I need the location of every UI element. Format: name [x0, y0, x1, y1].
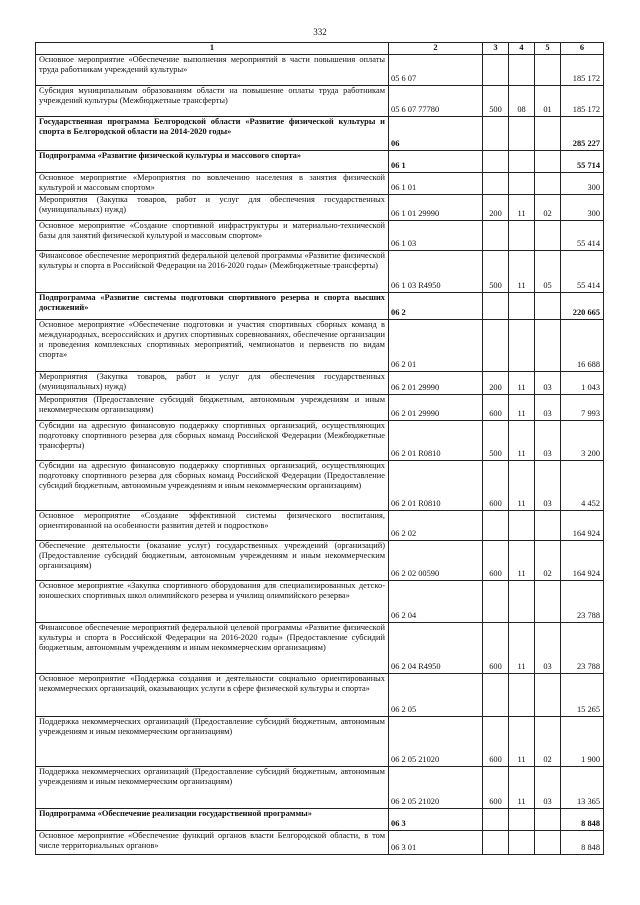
row-name: Основное мероприятие «Создание эффективной системы физического воспитания, ориентированной на особенности развития детей и подростков» [36, 511, 389, 541]
row-name: Поддержка некоммерческих организаций (Предоставление субсидий бюджетным, автономным учреждениям и иным некоммерческим организациям) [36, 717, 389, 767]
row-amount: 185 172 [561, 55, 604, 86]
row-amount: 55 414 [561, 221, 604, 251]
row-section: 11 [509, 717, 535, 767]
row-code: 06 1 01 29990 [389, 195, 483, 221]
table-row [36, 461, 604, 511]
table-row [36, 320, 604, 372]
row-amount: 164 924 [561, 541, 604, 581]
row-section [509, 151, 535, 173]
row-name: Поддержка некоммерческих организаций (Предоставление субсидий бюджетным, автономным учреждениям и иным некоммерческим организациям) [36, 767, 389, 809]
row-code: 06 2 04 R4950 [389, 623, 483, 674]
row-expense-type: 600 [483, 623, 509, 674]
row-section [509, 320, 535, 372]
column-header: 4 [509, 43, 535, 55]
row-name: Подпрограмма «Развитие системы подготовки спортивного резерва и спорта высших достижений» [36, 293, 389, 320]
row-section: 08 [509, 86, 535, 117]
row-name: Мероприятия (Предоставление субсидий бюджетным, автономным учреждениям и иным некоммерческим организациям) [36, 395, 389, 421]
row-code: 06 2 01 29990 [389, 372, 483, 395]
row-subsection [535, 173, 561, 195]
row-code: 06 2 01 R0810 [389, 461, 483, 511]
row-amount: 3 200 [561, 421, 604, 461]
row-name: Основное мероприятие «Закупка спортивного оборудования для специализированных детско-юношеских спортивных школ олимпийского резерва и училищ олимпийского резерва» [36, 581, 389, 623]
row-amount: 15 265 [561, 674, 604, 717]
column-header: 6 [561, 43, 604, 55]
table-row [36, 581, 604, 623]
row-expense-type: 200 [483, 195, 509, 221]
table-row [36, 86, 604, 117]
column-header: 5 [535, 43, 561, 55]
row-expense-type [483, 293, 509, 320]
row-amount: 23 788 [561, 623, 604, 674]
row-code: 06 2 01 R0810 [389, 421, 483, 461]
row-subsection: 02 [535, 717, 561, 767]
row-name: Основное мероприятие «Поддержка создания и деятельности социально ориентированных некоммерческих организаций, оказывающих услуги в сфере физической культуры и спорта» [36, 674, 389, 717]
row-name: Субсидии на адресную финансовую поддержку спортивных организаций, осуществляющих подготовку спортивного резерва для сборных команд Российской Федерации (Межбюджетные трансферты) [36, 421, 389, 461]
row-subsection [535, 293, 561, 320]
row-name: Основное мероприятие «Обеспечение подготовки и участия спортивных сборных команд в международных, всероссийских и других спортивных соревнованиях, обеспечение организации и проведения комплексных спортивных мероприятий, чемпионатов и первенств по видам спорта» [36, 320, 389, 372]
row-expense-type [483, 674, 509, 717]
row-expense-type [483, 151, 509, 173]
row-subsection [535, 221, 561, 251]
row-section: 11 [509, 395, 535, 421]
row-name: Субсидии на адресную финансовую поддержку спортивных организаций, осуществляющих подготовку спортивного резерва для сборных команд Российской Федерации (Предоставление субсидий бюджетным, автономным учреждениям и иным некоммерческим организациям) [36, 461, 389, 511]
row-code: 06 1 01 [389, 173, 483, 195]
row-code: 06 2 [389, 293, 483, 320]
row-section: 11 [509, 541, 535, 581]
row-code: 06 3 01 [389, 831, 483, 855]
column-header: 2 [389, 43, 483, 55]
row-expense-type: 600 [483, 541, 509, 581]
row-section [509, 674, 535, 717]
row-subsection [535, 511, 561, 541]
row-section [509, 511, 535, 541]
budget-table [35, 42, 604, 855]
table-row [36, 293, 604, 320]
table-row [36, 511, 604, 541]
row-expense-type [483, 320, 509, 372]
row-subsection: 03 [535, 623, 561, 674]
row-section: 11 [509, 767, 535, 809]
row-name: Субсидия муниципальным образованиям области на повышение оплаты труда работникам учреждений культуры (Межбюджетные трансферты) [36, 86, 389, 117]
row-subsection: 03 [535, 372, 561, 395]
row-expense-type: 200 [483, 372, 509, 395]
row-subsection: 03 [535, 461, 561, 511]
row-section: 11 [509, 623, 535, 674]
row-section [509, 809, 535, 831]
row-subsection: 02 [535, 541, 561, 581]
row-section [509, 55, 535, 86]
row-section: 11 [509, 251, 535, 293]
row-amount: 55 714 [561, 151, 604, 173]
row-expense-type: 500 [483, 251, 509, 293]
row-expense-type [483, 173, 509, 195]
column-header: 3 [483, 43, 509, 55]
row-name: Основное мероприятие «Обеспечение выполнения мероприятий в части повышения оплаты труда работникам учреждений культуры» [36, 55, 389, 86]
table-row [36, 717, 604, 767]
table-body [36, 43, 604, 855]
page-number: 332 [313, 27, 327, 37]
row-subsection [535, 151, 561, 173]
row-code: 06 2 05 21020 [389, 767, 483, 809]
row-subsection [535, 831, 561, 855]
row-code: 06 2 05 21020 [389, 717, 483, 767]
row-code: 06 2 05 [389, 674, 483, 717]
row-section [509, 173, 535, 195]
row-amount: 55 414 [561, 251, 604, 293]
row-section: 11 [509, 372, 535, 395]
table-row [36, 117, 604, 151]
row-expense-type: 600 [483, 767, 509, 809]
row-code: 06 2 01 29990 [389, 395, 483, 421]
table-header-row [36, 43, 604, 55]
table-row [36, 674, 604, 717]
table-row [36, 221, 604, 251]
row-section: 11 [509, 195, 535, 221]
row-section [509, 293, 535, 320]
row-amount: 300 [561, 173, 604, 195]
row-expense-type [483, 221, 509, 251]
table-row [36, 372, 604, 395]
row-name: Обеспечение деятельности (оказание услуг) государственных учреждений (организаций) (Предоставление субсидий бюджетным, автономным учреждениям и иным некоммерческим организациям) [36, 541, 389, 581]
row-subsection: 03 [535, 421, 561, 461]
row-amount: 7 993 [561, 395, 604, 421]
table-row [36, 55, 604, 86]
row-expense-type [483, 511, 509, 541]
row-amount: 1 043 [561, 372, 604, 395]
row-expense-type [483, 581, 509, 623]
row-code: 06 1 03 R4950 [389, 251, 483, 293]
row-name: Основное мероприятие «Создание спортивной инфраструктуры и материально-технической базы для занятий физической культурой и массовым спортом» [36, 221, 389, 251]
row-name: Основное мероприятие «Обеспечение функций органов власти Белгородской области, в том числе территориальных органов» [36, 831, 389, 855]
row-code: 06 2 04 [389, 581, 483, 623]
table-row [36, 831, 604, 855]
table-row [36, 421, 604, 461]
row-expense-type: 600 [483, 461, 509, 511]
row-subsection [535, 581, 561, 623]
row-section [509, 581, 535, 623]
row-expense-type: 600 [483, 395, 509, 421]
row-name: Финансовое обеспечение мероприятий федеральной целевой программы «Развитие физической культуры и спорта в Российской Федерации на 2016-2020 годы» (Предоставление субсидий бюджетным, автономным учреждениям и иным некоммерческим организациям) [36, 623, 389, 674]
row-expense-type [483, 55, 509, 86]
row-code: 06 1 [389, 151, 483, 173]
table-row [36, 151, 604, 173]
row-subsection [535, 674, 561, 717]
row-section: 11 [509, 421, 535, 461]
row-name: Основное мероприятие «Мероприятия по вовлечению населения в занятия физической культурой и массовым спортом» [36, 173, 389, 195]
table-row [36, 395, 604, 421]
row-subsection [535, 117, 561, 151]
row-code: 06 2 02 [389, 511, 483, 541]
row-subsection [535, 55, 561, 86]
row-section: 11 [509, 461, 535, 511]
row-subsection: 03 [535, 395, 561, 421]
row-name: Подпрограмма «Обеспечение реализации государственной программы» [36, 809, 389, 831]
row-subsection [535, 809, 561, 831]
row-subsection: 05 [535, 251, 561, 293]
row-name: Мероприятия (Закупка товаров, работ и услуг для обеспечения государственных (муниципальных) нужд) [36, 195, 389, 221]
row-expense-type: 500 [483, 86, 509, 117]
row-expense-type [483, 117, 509, 151]
row-section [509, 221, 535, 251]
row-name: Государственная программа Белгородской области «Развитие физической культуры и спорта в Белгородской области на 2014-2020 годы» [36, 117, 389, 151]
row-amount: 220 665 [561, 293, 604, 320]
row-amount: 16 688 [561, 320, 604, 372]
row-code: 06 2 02 00590 [389, 541, 483, 581]
row-name: Подпрограмма «Развитие физической культуры и массового спорта» [36, 151, 389, 173]
row-name: Финансовое обеспечение мероприятий федеральной целевой программы «Развитие физической культуры и спорта в Российской Федерации на 2016-2020 годы» (Межбюджетные трансферты) [36, 251, 389, 293]
row-code: 06 2 01 [389, 320, 483, 372]
column-header: 1 [36, 43, 389, 55]
row-amount: 1 900 [561, 717, 604, 767]
row-name: Мероприятия (Закупка товаров, работ и услуг для обеспечения государственных (муниципальных) нужд) [36, 372, 389, 395]
row-code: 05 6 07 [389, 55, 483, 86]
row-expense-type [483, 809, 509, 831]
row-code: 06 [389, 117, 483, 151]
row-subsection [535, 320, 561, 372]
row-amount: 23 788 [561, 581, 604, 623]
row-amount: 185 172 [561, 86, 604, 117]
row-expense-type [483, 831, 509, 855]
row-amount: 8 848 [561, 809, 604, 831]
table-row [36, 623, 604, 674]
table-row [36, 767, 604, 809]
row-expense-type: 500 [483, 421, 509, 461]
row-code: 06 3 [389, 809, 483, 831]
row-subsection: 01 [535, 86, 561, 117]
row-expense-type: 600 [483, 717, 509, 767]
table-row [36, 195, 604, 221]
row-amount: 13 365 [561, 767, 604, 809]
row-amount: 285 227 [561, 117, 604, 151]
table-row [36, 173, 604, 195]
table-row [36, 809, 604, 831]
row-amount: 164 924 [561, 511, 604, 541]
row-amount: 300 [561, 195, 604, 221]
row-amount: 4 452 [561, 461, 604, 511]
row-section [509, 831, 535, 855]
table-row [36, 251, 604, 293]
row-code: 06 1 03 [389, 221, 483, 251]
row-subsection: 02 [535, 195, 561, 221]
row-code: 05 6 07 77780 [389, 86, 483, 117]
row-subsection: 03 [535, 767, 561, 809]
table-row [36, 541, 604, 581]
row-amount: 8 848 [561, 831, 604, 855]
row-section [509, 117, 535, 151]
